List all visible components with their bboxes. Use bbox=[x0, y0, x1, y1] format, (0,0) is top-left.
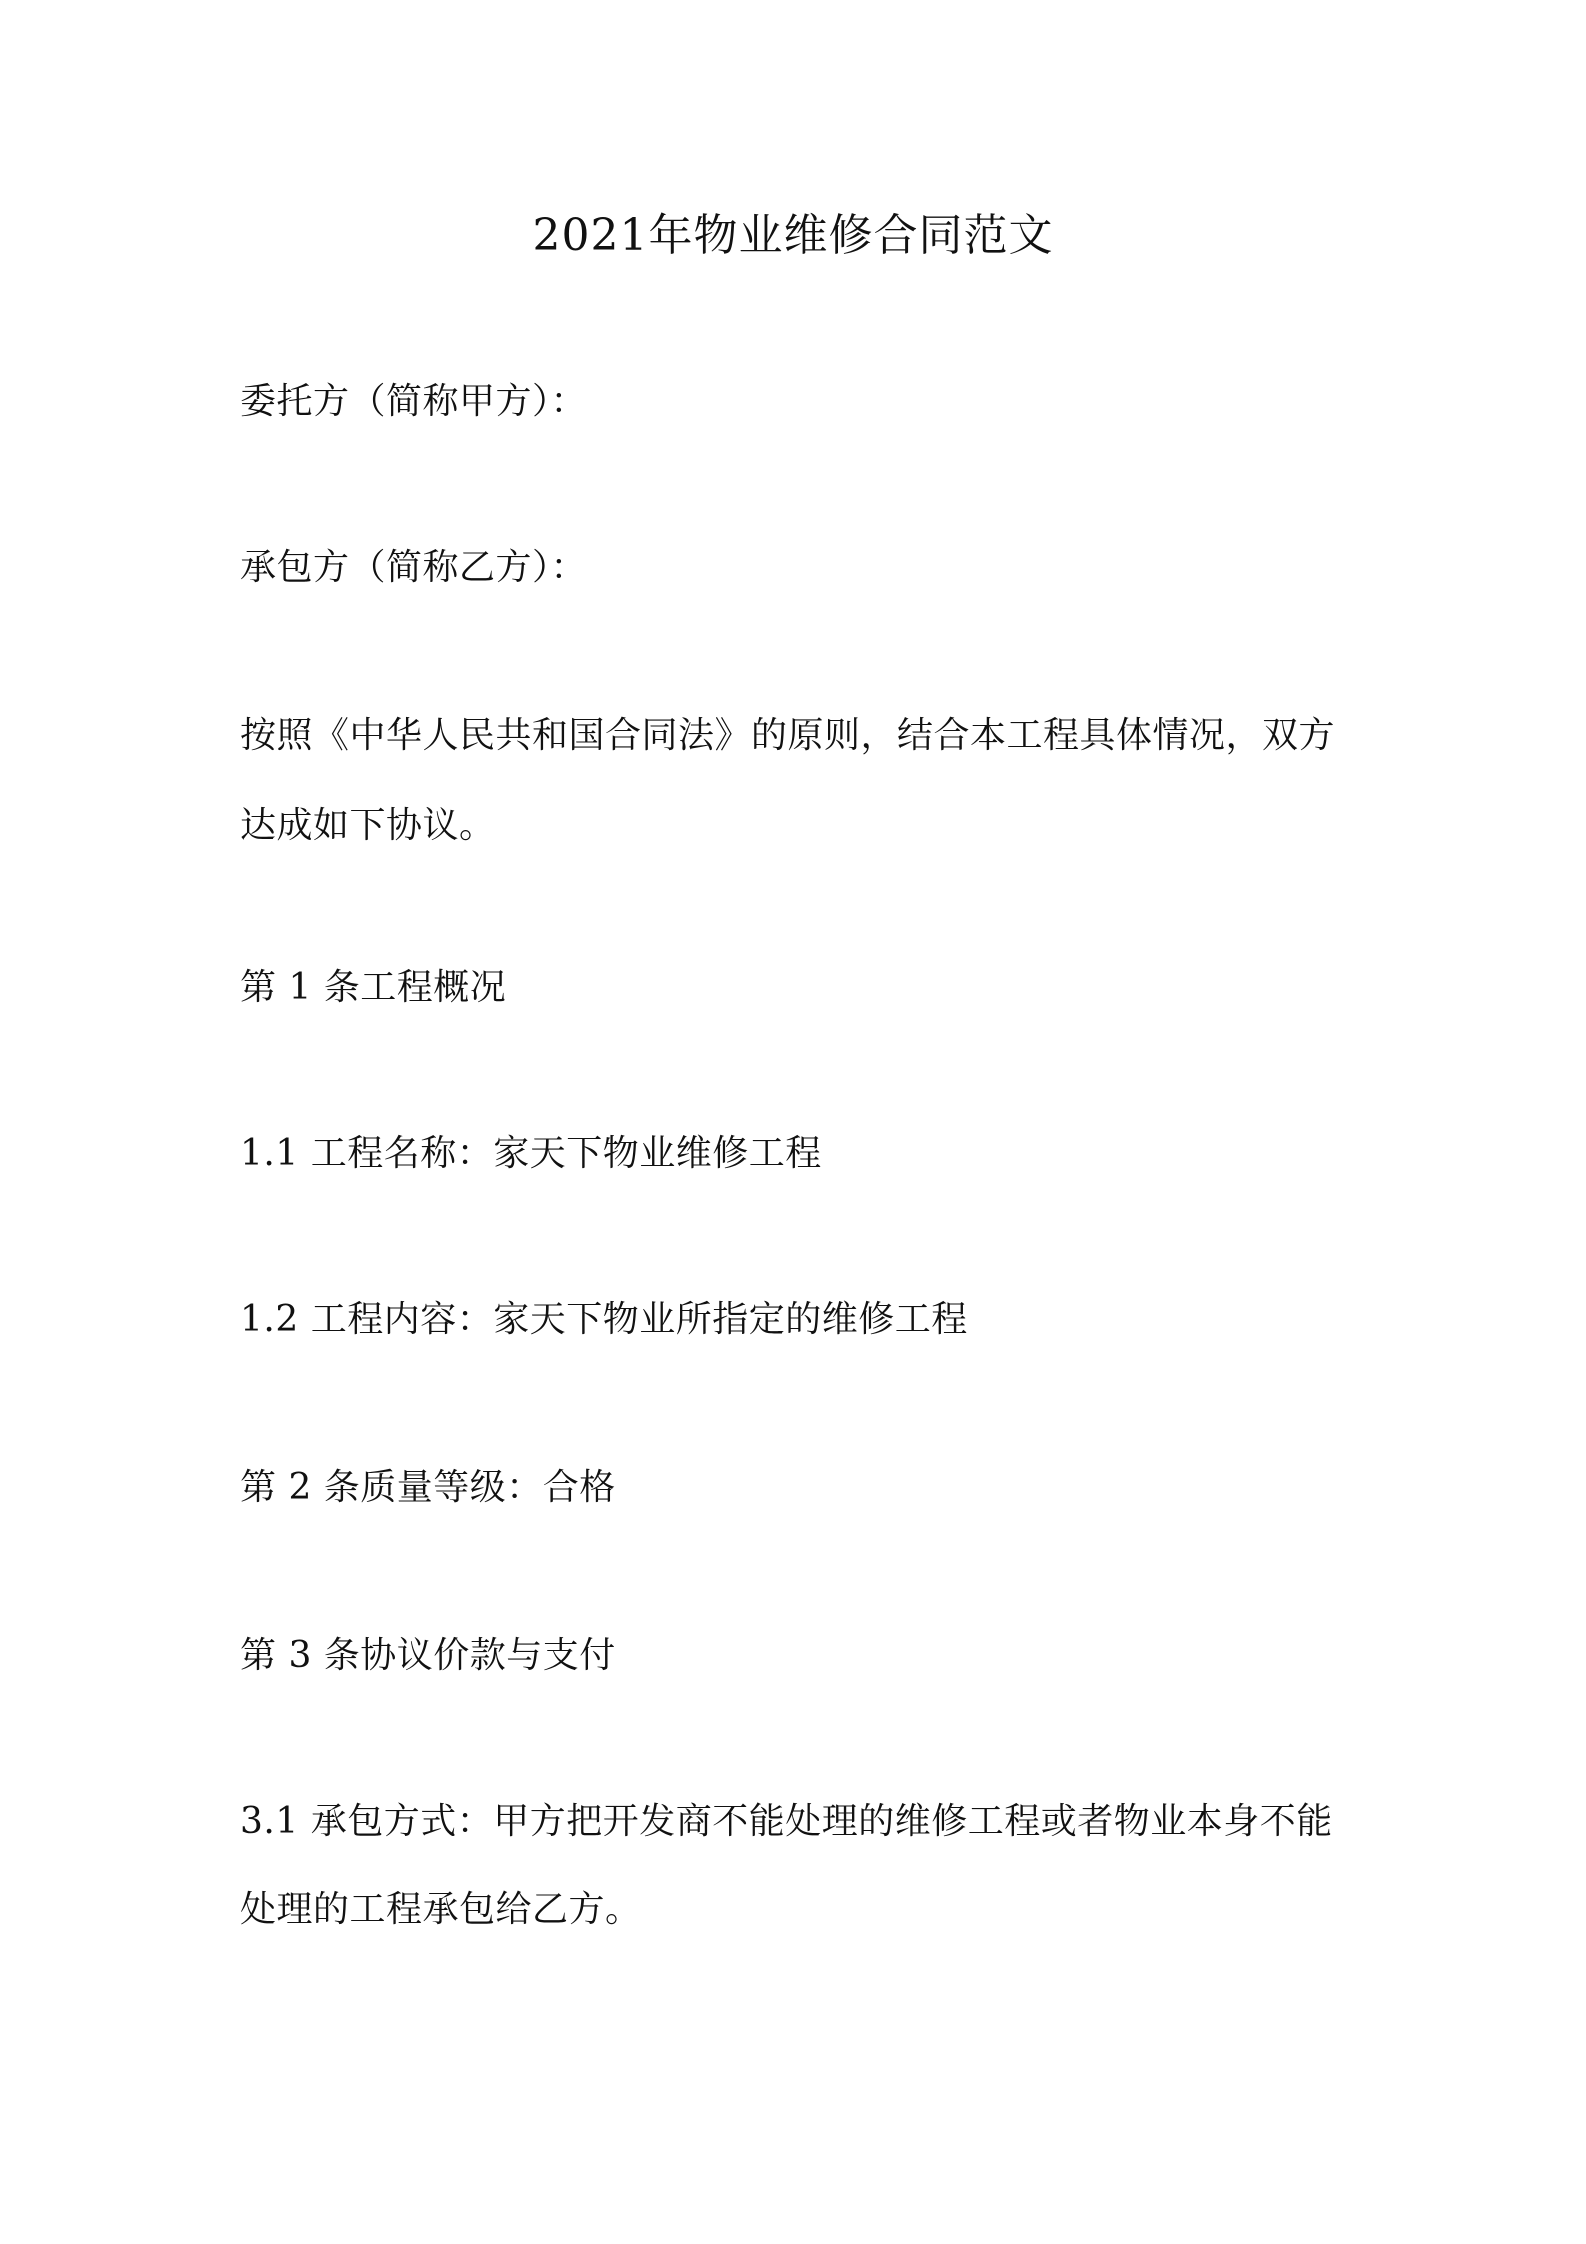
party-b-line: 承包方（简称乙方）： bbox=[240, 547, 588, 588]
article-3-1-line-2: 处理的工程承包给乙方。 bbox=[240, 1889, 642, 1930]
article-3-1-line-1: 3.1 承包方式：甲方把开发商不能处理的维修工程或者物业本身不能 bbox=[240, 1801, 1333, 1842]
party-a-line: 委托方（简称甲方）： bbox=[240, 381, 588, 422]
article-1-1: 1.1 工程名称：家天下物业维修工程 bbox=[240, 1133, 822, 1174]
article-3-heading: 第 3 条协议价款与支付 bbox=[240, 1635, 616, 1676]
article-1-heading: 第 1 条工程概况 bbox=[240, 967, 507, 1008]
preamble-line-1: 按照《中华人民共和国合同法》的原则，结合本工程具体情况，双方 bbox=[240, 715, 1336, 756]
article-1-2: 1.2 工程内容：家天下物业所指定的维修工程 bbox=[240, 1299, 968, 1340]
article-2: 第 2 条质量等级：合格 bbox=[240, 1467, 616, 1508]
document-title: 2021年物业维修合同范文 bbox=[532, 210, 1054, 261]
preamble-line-2: 达成如下协议。 bbox=[240, 805, 496, 846]
